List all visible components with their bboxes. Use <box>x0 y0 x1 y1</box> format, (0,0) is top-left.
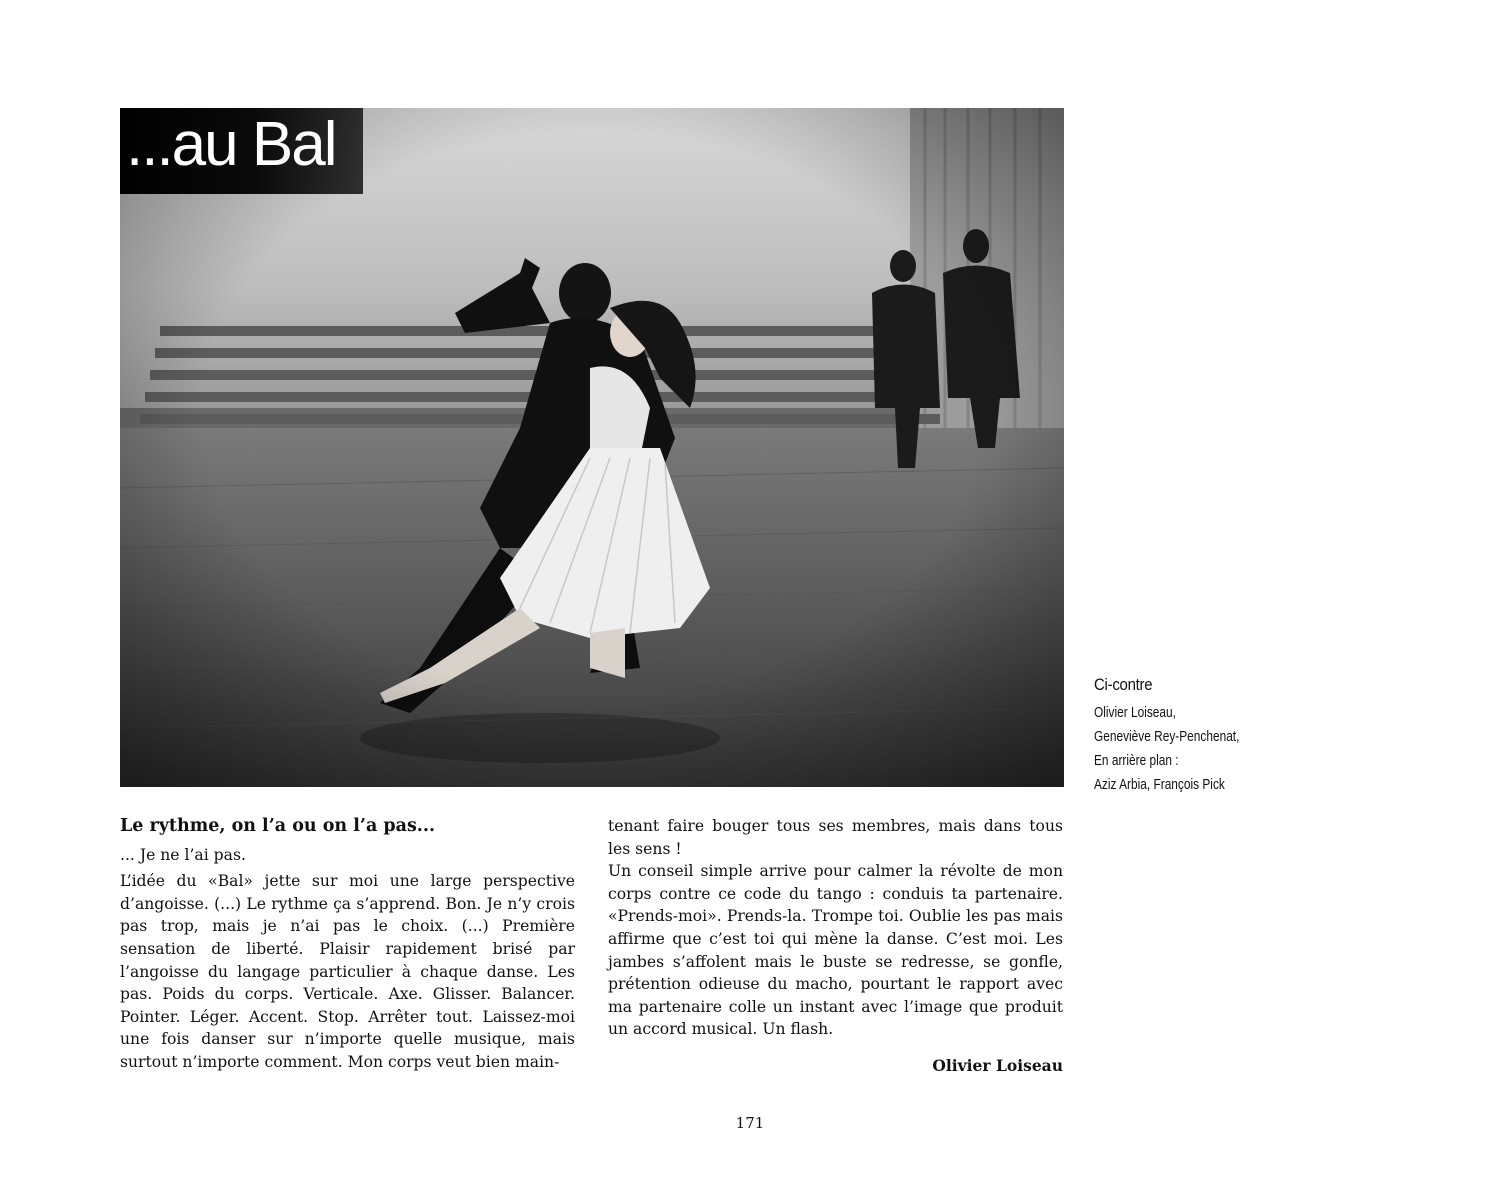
article-heading: Le rythme, on l’a ou on l’a pas... <box>120 816 436 836</box>
photo-illustration <box>120 108 1064 787</box>
section-title-banner <box>120 108 363 194</box>
article-column-right <box>608 815 1063 1041</box>
photo-caption <box>1094 675 1271 797</box>
caption-line: Olivier Loiseau, <box>1094 705 1176 721</box>
article-paragraph: Un conseil simple arrive pour calmer la révolte de mon corps contre ce code du tango : conduis ta partenaire. «Prends-moi». Prends-la. Trompe toi. Oublie les pas mais affirme que c’est toi qui mène la danse. C’est moi. Les jambes s’affolent mais le buste se redresse, se gonfle, prétention odieuse du macho, pourtant le rapport avec ma partenaire colle un instant avec l’image que produit un accord musical. Un flash. <box>608 862 1063 1039</box>
dance-photograph <box>120 108 1064 787</box>
author-signature: Olivier Loiseau <box>932 1056 1063 1075</box>
caption-line: Aziz Arbia, François Pick <box>1094 777 1225 793</box>
article-lead: ... Je ne l’ai pas. <box>120 845 246 864</box>
caption-heading: Ci-contre <box>1094 675 1153 694</box>
article-column-left <box>120 815 575 1074</box>
section-title: ...au Bal <box>126 110 336 179</box>
article-paragraph: tenant faire bouger tous ses membres, mais dans tous les sens ! <box>608 817 1063 858</box>
article-paragraph: L’idée du «Bal» jette sur moi une large perspective d’angoisse. (...) Le rythme ça s’apprend. Bon. Je n’y crois pas trop, mais je n’ai pas le choix. (...) Première sensation de liberté. Plaisir rapidement brisé par l’angoisse du langage particulier à chaque danse. Les pas. Poids du corps. Verticale. Axe. Glisser. Balancer. Pointer. Léger. Accent. Stop. Arrêter tout. Laissez-moi une fois danser sur n’importe quelle musique, mais surtout n’importe comment. Mon corps veut bien main- <box>120 872 575 1071</box>
caption-line: En arrière plan : <box>1094 753 1179 769</box>
caption-line: Geneviève Rey-Penchenat, <box>1094 729 1240 745</box>
page-number: 171 <box>735 1114 765 1132</box>
